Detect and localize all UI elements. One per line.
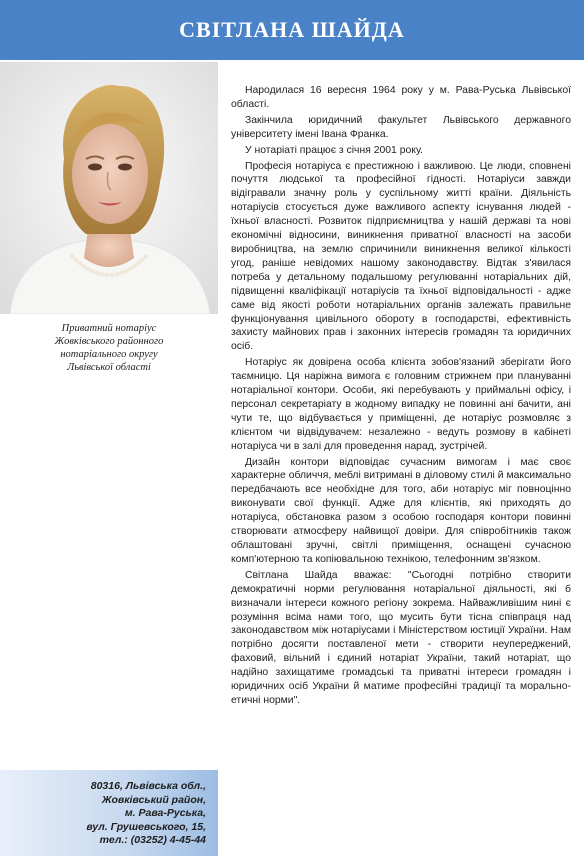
article-paragraph: Закінчила юридичний факультет Львівського державного університету імені Івана Франка. bbox=[231, 114, 571, 140]
article-paragraph: У нотаріаті працює з січня 2001 року. bbox=[245, 144, 423, 156]
article-paragraph: Дизайн контори відповідає сучасним вимогам і має своє характерне обличчя, меблі витримані в діловому стилі й максимально передбачають все необхідне для того, аби нотаріус міг повноцінно виконувати свої функції. Адже для клієнтів, які приходять до нотаріуса, обстановка разом з особою господаря контори повинні створювати атмосферу найвищої довіри. Для співробітників також облаштовані зручні, світлі приміщення, оснащені сучасною комп'ютерною та копіювальною технікою, телефонним зв'язком. bbox=[231, 456, 571, 565]
address-text bbox=[86, 780, 206, 848]
address-box bbox=[0, 770, 218, 856]
address-line: тел.: (03252) 4-45-44 bbox=[99, 834, 206, 846]
portrait-caption bbox=[34, 322, 184, 374]
article-paragraph: Професія нотаріуса є престижною і важливою. Це люди, сповнені почуття людської та професійної гідності. Нотаріуси завжди відігравали значну роль у суспільному житті країни. Діяльність нотаріусів стосується дуже важливого аспекту існування людей - їхньої власності. Розвиток підприємництва у нашій державі та нові економічні відносини, виникнення приватної власності на засоби виробництва, на землю спричинили виникнення великої кількості угод, раніше невідомих нашому законодавству. Відтак з'явилася потреба у детальному подальшому регулюванні нотаріальних дій, підвищенні кваліфікації нотаріусів та їхньої відповідальності - адже саме від якості роботи нотаріальних органів залежать правильне функціонування цивільного обороту в господарстві, ефективність захисту майнових прав і законних інтересів громадян та юридичних осіб. bbox=[231, 160, 571, 353]
caption-line: нотаріального округу bbox=[60, 349, 158, 360]
article-paragraph: Нотаріус як довірена особа клієнта зобов'язаний зберігати його таємницю. Ця наріжна вимога є головним стрижнем при плануванні нотаріальної контори. Особи, які перебувають у приймальні офісу, і персонал секретаріату в жодному випадку не повинні ані бачити, ані чути те, що відбувається у приміщенні, де нотаріус розмовляє з клієнтом чи відвідувачем: незалежно - ведуть розмову в кабінеті нотаріуса чи в залі для проведення нарад, зустрічей. bbox=[231, 357, 571, 452]
address-line: вул. Грушевського, 15, bbox=[86, 820, 206, 833]
caption-line: Львівської області bbox=[67, 362, 151, 373]
article-paragraph: Світлана Шайда вважає: "Сьогодні потрібно створити демократичні норми регулювання нотаріальної діяльності, які б визначали інтереси кожного регіону зокрема. Найважливішим нині є розуміння всіма нами того, що мусить бути тісна співпраця над законодавством між нотаріусами і Міністерством юстиції України. Нам потрібно досягти поставленої мети - створити неупереджений, фаховий, вільний і єдиний нотаріат України, такий нотаріат, що надійно захищатиме громадські та приватні інтереси громадян і юридичних осіб України й матиме професійні традиції та морально-етичні норми". bbox=[231, 569, 571, 706]
portrait-photo bbox=[0, 62, 218, 314]
address-line: Жовківський район, bbox=[101, 793, 206, 806]
caption-line: Приватний нотаріус bbox=[61, 323, 157, 334]
address-line: м. Рава-Руська, bbox=[124, 807, 206, 819]
caption-line: Жовківського районного bbox=[54, 336, 164, 347]
address-line: 80316, Львівська обл., bbox=[90, 780, 206, 792]
page-header bbox=[0, 0, 584, 60]
biography-article bbox=[231, 84, 571, 710]
page-title: СВІТЛАНА ШАЙДА bbox=[179, 17, 405, 42]
article-paragraph: Народилася 16 вересня 1964 року у м. Рава-Руська Львівської області. bbox=[231, 85, 571, 110]
